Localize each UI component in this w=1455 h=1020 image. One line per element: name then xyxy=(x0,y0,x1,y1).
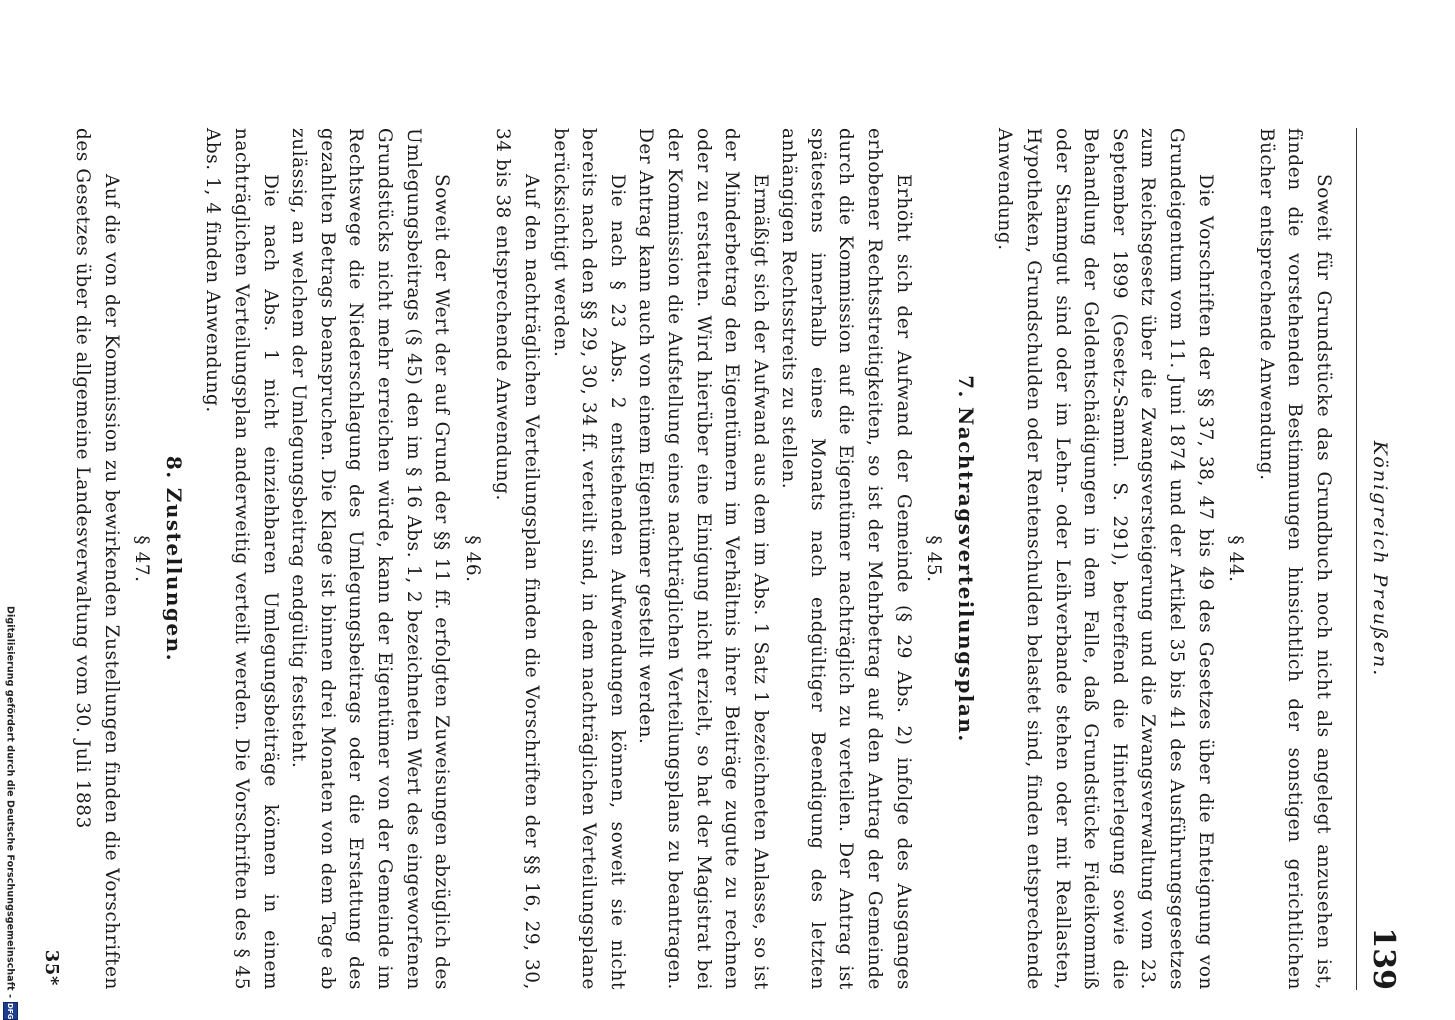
running-title: Königreich Preußen. xyxy=(1369,440,1391,678)
paragraph-heading-46: § 46. xyxy=(461,535,483,583)
document-page xyxy=(41,128,1401,990)
paragraph-45-text-1: Erhöht sich der Aufwand der Gemeinde (§ 29 Abs. 2) infolge des Ausganges erhobener Rechtsstreitigkeiten, so ist der Mehrbetrag auf den Antrag der Gemeinde durch die Kommission auf die Eigentümer nachträglich zu verteilen. Der Antrag ist spätestens innerhalb eines Monats nach endgültiger Beendigung des letzten anhängigen Rechtsstreits zu stellen. xyxy=(778,128,914,990)
section-8-number: 8. xyxy=(161,455,186,480)
section-7-title xyxy=(951,128,980,990)
paragraph-heading-44: § 44. xyxy=(1225,535,1247,583)
page-number: 139 xyxy=(1366,927,1401,990)
paragraph-45-text-3: Die nach § 23 Abs. 2 entstehenden Aufwendungen können, soweit sie nicht bereits nach den §§ 29, 30, 34 ff. verteilt sind, in dem nachträglichen Verteilungsplane berücksichtigt werden. xyxy=(549,128,628,990)
intro-paragraph: Soweit für Grundstücke das Grundbuch noch nicht als angelegt anzusehen ist, finden die vorstehenden Bestimmungen hinsichtlich der sonstigen gerichtlichen Bücher entsprechende Anwendung. xyxy=(1255,128,1334,990)
document-body xyxy=(37,128,1337,990)
credit-text: Digitalisierung gefördert durch die Deutsche Forschungsgemeinschaft - xyxy=(4,606,16,999)
signature-mark: 35* xyxy=(41,949,63,986)
paragraph-heading-47: § 47. xyxy=(131,535,153,583)
digitization-credit xyxy=(0,606,20,1020)
section-7-label: Nachtragsverteilungsplan. xyxy=(953,407,978,743)
section-8-title xyxy=(159,128,188,990)
paragraph-47-text: Auf die von der Kommission zu bewirkenden Zustellungen finden die Vorschriften des Gesetzes über die allgemeine Landesverwaltung vom 30. Juli 1883 xyxy=(72,128,122,990)
paragraph-heading-45: § 45. xyxy=(923,535,945,583)
paragraph-44-text: Die Vorschriften der §§ 37, 38, 47 bis 49 des Gesetzes über die Enteignung von Grundeigentum vom 11. Juni 1874 und der Artikel 35 bis 41 des Ausführungsgesetzes zum Reichsgesetz über die Zwangsversteigerung und die Zwangsverwaltung vom 23. September 1899 (Gesetz-Samml. S. 291), betreffend die Hinterlegung sowie die Behandlung der Geldentschädigungen in dem Falle, daß Grundstücke Fideikommiß oder Stammgut sind oder im Lehn- oder Leihverbande stehen oder mit Reallasten, Hypotheken, Grundschulden oder Rentenschulden belastet sind, finden entsprechende Anwendung. xyxy=(994,128,1216,990)
section-8-label: Zustellungen. xyxy=(161,487,186,663)
paragraph-45-text-4: Auf den nachträglichen Verteilungsplan finden die Vorschriften der §§ 16, 29, 30, 34 bis 38 entsprechende Anwendung. xyxy=(492,128,542,990)
dfg-logo: DFG xyxy=(3,1002,18,1020)
paragraph-45-text-2: Ermäßigt sich der Aufwand aus dem im Abs. 1 Satz 1 bezeichneten Anlasse, so ist der Minderbetrag den Eigentümern im Verhältnis ihrer Beiträge zugute zu rechnen oder zu erstatten. Wird hierüber eine Einigung nicht erzielt, so hat der Magistrat bei der Kommission die Aufstellung eines nachträglichen Verteilungsplans zu beantragen. Der Antrag kann auch von einem Eigentümer gestellt werden. xyxy=(635,128,771,990)
section-7-number: 7. xyxy=(953,375,978,400)
paragraph-46-text-2: Die nach Abs. 1 nicht einziehbaren Umlegungsbeiträge können in einem nachträglichen Verteilungsplan anderweitig verteilt werden. Die Vorschriften des § 45 Abs. 1, 4 finden Anwendung. xyxy=(202,128,281,990)
header-rule xyxy=(1356,128,1357,990)
paragraph-46-text-1: Soweit der Wert der auf Grund der §§ 11 ff. erfolgten Zuweisungen abzüglich des Umlegungsbeitrags (§ 45) den im § 16 Abs. 1, 2 bezeichneten Wert des eingeworfenen Grundstücks nicht mehr erreichen würde, kann der Eigentümer von der Gemeinde im Rechtswege die Niederschlagung des Umlegungsbeitrags oder die Erstattung des gezahlten Betrags beanspruchen. Die Klage ist binnen drei Monaten von dem Tage ab zulässig, an welchem der Umlegungsbeitrag endgültig feststeht. xyxy=(288,128,453,990)
running-head xyxy=(1359,128,1401,990)
